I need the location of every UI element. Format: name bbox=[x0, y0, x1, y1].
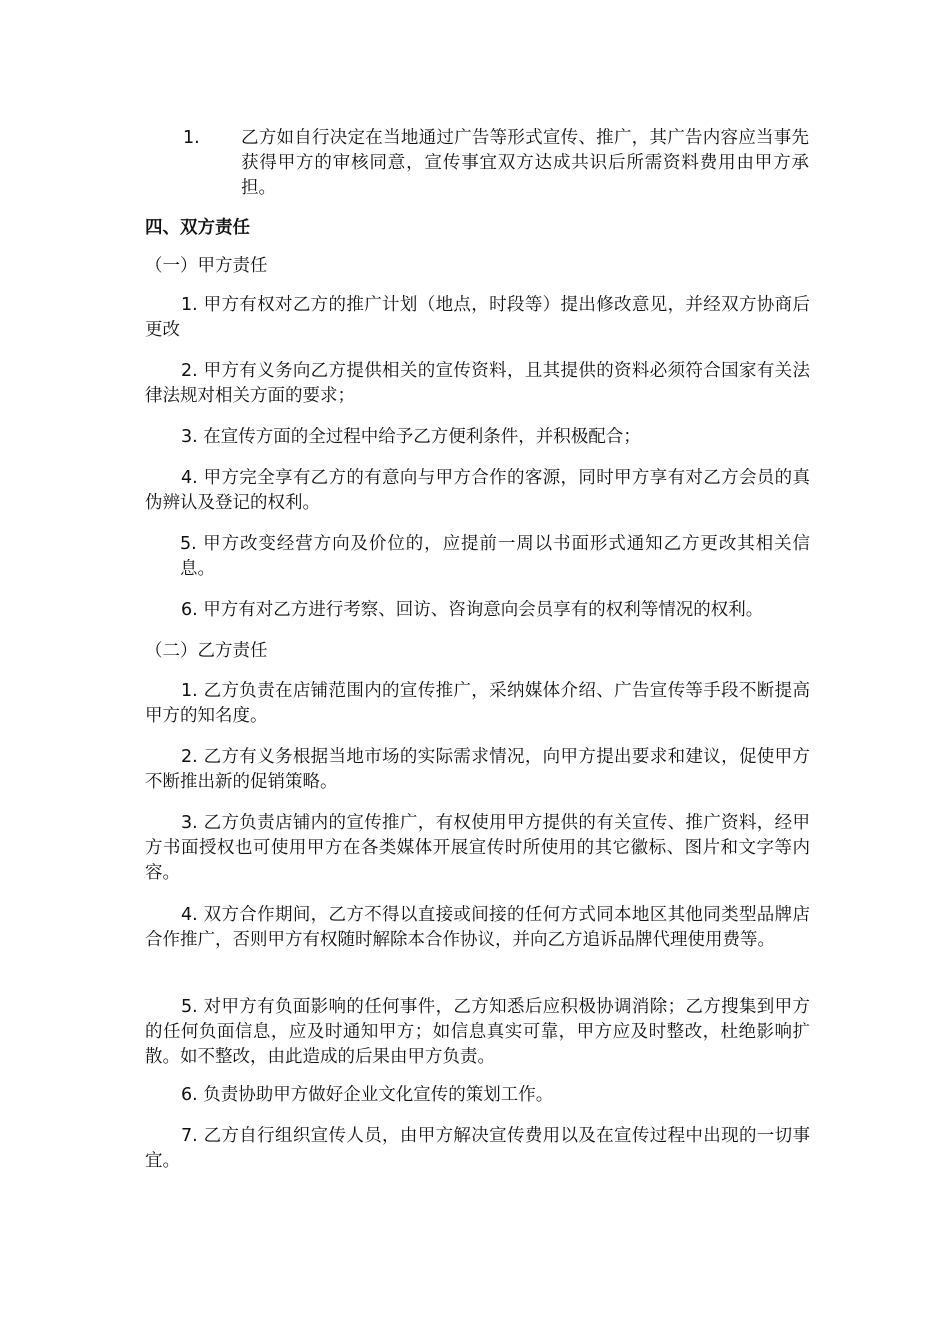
party-b-item-2: 2. 乙方有义务根据当地市场的实际需求情况，向甲方提出要求和建议，促使甲方不断推出新的促销策略。 bbox=[145, 747, 810, 792]
subsection-heading-party-a: （一）甲方责任 bbox=[145, 256, 268, 276]
subsection-heading-party-b: （二）乙方责任 bbox=[145, 641, 268, 661]
party-b-item-4: 4. 双方合作期间，乙方不得以直接或间接的任何方式同本地区其他同类型品牌店合作推广，否则甲方有权随时解除本合作协议，并向乙方追诉品牌代理使用费等。 bbox=[145, 905, 810, 950]
party-a-item-2: 2. 甲方有义务向乙方提供相关的宣传资料，且其提供的资料必须符合国家有关法律法规对相关方面的要求； bbox=[145, 361, 810, 406]
list-item-text: 乙方如自行决定在当地通过广告等形式宣传、推广，其广告内容应当事先获得甲方的审核同意，宣传事宜双方达成共识后所需资料费用由甲方承担。 bbox=[241, 128, 809, 198]
party-b-item-1: 1. 乙方负责在店铺范围内的宣传推广，采纳媒体介绍、广告宣传等手段不断提高甲方的知名度。 bbox=[145, 681, 810, 726]
party-a-item-5: 5. 甲方改变经营方向及价位的，应提前一周以书面形式通知乙方更改其相关信息。 bbox=[180, 534, 810, 579]
party-a-item-6: 6. 甲方有对乙方进行考察、回访、咨询意向会员享有的权利等情况的权利。 bbox=[181, 600, 764, 620]
party-a-item-1: 1. 甲方有权对乙方的推广计划（地点，时段等）提出修改意见，并经双方协商后更改 bbox=[145, 295, 810, 340]
section-heading: 四、双方责任 bbox=[145, 218, 250, 238]
party-a-item-3: 3. 在宣传方面的全过程中给予乙方便利条件，并积极配合； bbox=[181, 427, 641, 447]
party-b-item-3: 3. 乙方负责店铺内的宣传推广，有权使用甲方提供的有关宣传、推广资料，经甲方书面授权也可使用甲方在各类媒体开展宣传时所使用的其它徽标、图片和文字等内容。 bbox=[145, 813, 810, 883]
party-b-item-5: 5. 对甲方有负面影响的任何事件，乙方知悉后应积极协调消除；乙方搜集到甲方的任何负面信息，应及时通知甲方；如信息真实可靠，甲方应及时整改，杜绝影响扩散。如不整改，由此造成的后果由甲方负责。 bbox=[145, 997, 810, 1067]
party-a-item-4: 4. 甲方完全享有乙方的有意向与甲方合作的客源，同时甲方享有对乙方会员的真伪辨认及登记的权利。 bbox=[145, 468, 810, 513]
party-b-item-7: 7. 乙方自行组织宣传人员，由甲方解决宣传费用以及在宣传过程中出现的一切事宜。 bbox=[145, 1126, 810, 1171]
list-item-number: 1. bbox=[183, 128, 200, 148]
party-b-item-6: 6. 负责协助甲方做好企业文化宣传的策划工作。 bbox=[181, 1085, 554, 1105]
